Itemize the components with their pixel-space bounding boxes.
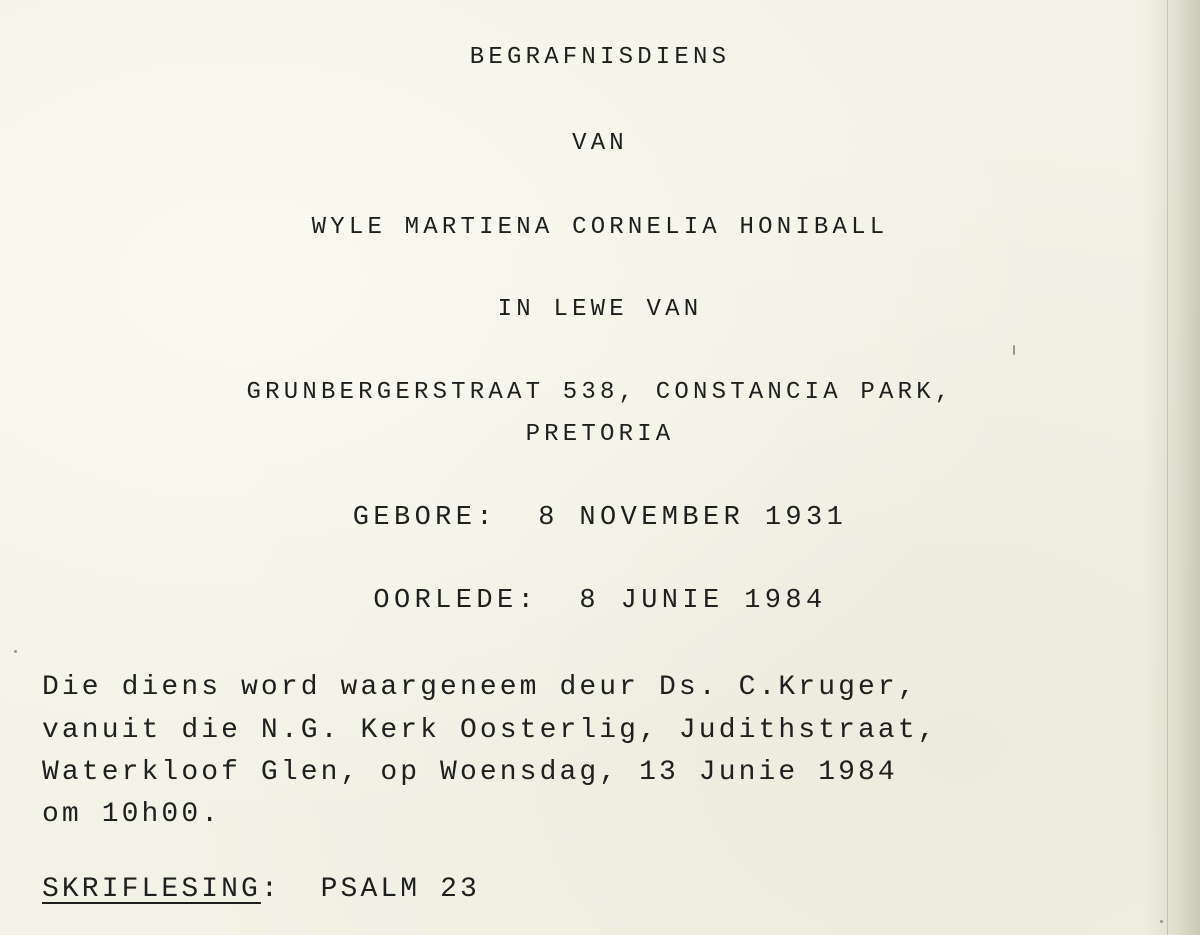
service-paragraph-line-1: Die diens word waargeneem deur Ds. C.Kruger, xyxy=(42,672,918,703)
address-line-2: PRETORIA xyxy=(525,421,675,448)
scripture-label: SKRIFLESING xyxy=(42,874,261,905)
formerly-of-label: IN LEWE VAN xyxy=(497,296,703,323)
service-paragraph-line-4: om 10h00. xyxy=(42,799,222,830)
deceased-name: WYLE MARTIENA CORNELIA HONIBALL xyxy=(311,214,889,241)
scripture-separator: : xyxy=(260,874,281,905)
paper-speck xyxy=(1013,345,1015,355)
paper-speck xyxy=(14,650,17,653)
address-line-1: GRUNBERGERSTRAAT 538, CONSTANCIA PARK, xyxy=(246,379,954,406)
service-paragraph-line-3: Waterkloof Glen, op Woensdag, 13 Junie 1984 xyxy=(42,757,898,788)
birth-date: GEBORE: 8 NOVEMBER 1931 xyxy=(352,503,848,533)
scripture-value: PSALM 23 xyxy=(320,874,480,905)
service-paragraph-line-2: vanuit die N.G. Kerk Oosterlig, Judithstraat, xyxy=(42,715,938,746)
paper-speck xyxy=(1160,920,1163,923)
death-date: OORLEDE: 8 JUNIE 1984 xyxy=(373,586,827,616)
scripture-reading xyxy=(42,876,480,904)
document-title: BEGRAFNISDIENS xyxy=(469,44,731,71)
of-label: VAN xyxy=(572,130,628,157)
